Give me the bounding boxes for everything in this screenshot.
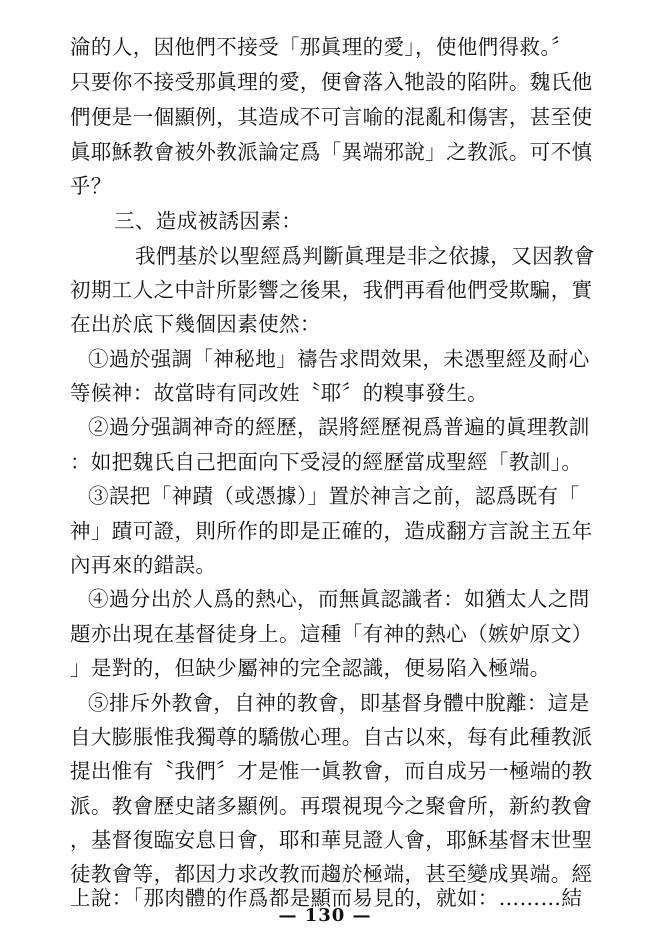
list-item-3: ③誤把「神蹟（或憑據）」置於神言之前，認爲既有「 (88, 484, 580, 508)
text-line: 初期工人之中計所影響之後果，我們再看他們受欺騙，實 (70, 278, 593, 302)
list-item-2: ②過分强調神奇的經歷，誤將經歷視爲普遍的眞理教訓 (88, 415, 590, 439)
text-line: 」是對的，但缺少屬神的完全認識，便易陷入極端。 (70, 656, 551, 680)
text-line: ，基督復臨安息日會，耶和華見證人會，耶穌基督末世聖 (70, 828, 593, 852)
text-line: 等候神：故當時有同改姓〝耶〞的糗事發生。 (70, 381, 488, 405)
text-line: 乎？ (70, 174, 112, 198)
text-line: 徒教會等，都因力求改教而趨於極端，甚至變成異端。經 (70, 862, 593, 886)
text-line: 只要你不接受那眞理的愛，便會落入牠設的陷阱。魏氏他 (70, 70, 593, 94)
list-item-1: ①過於强調「神秘地」禱告求問效果，未憑聖經及耐心 (88, 347, 590, 371)
text-line: 們便是一個顯例，其造成不可言喻的混亂和傷害，甚至使 (70, 105, 593, 129)
text-line: 淪的人，因他們不接受「那眞理的愛」，使他們得救。〞 (70, 35, 572, 59)
text-line: 內再來的錯誤。 (70, 553, 217, 577)
list-item-5: ⑤排斥外教會，自神的教會，即基督身體中脫離：這是 (88, 691, 590, 715)
list-item-4: ④過分出於人爲的熱心，而無眞認識者：如猶太人之問 (88, 587, 590, 611)
text-line: 神」蹟可證，則所作的即是正確的，造成翻方言說主五年 (70, 519, 593, 543)
text-line: 提出惟有〝我們〞才是惟一眞教會，而自成另一極端的教 (70, 759, 593, 783)
text-line: 上說：「那肉體的作爲都是顯而易見的，就如：………結 (70, 886, 583, 910)
text-line: 自大膨脹惟我獨尊的驕傲心理。自古以來，每有此種教派 (70, 725, 593, 749)
text-line: 題亦出現在基督徒身上。這種「有神的熱心（嫉妒原文） (70, 622, 593, 646)
text-line: 在出於底下幾個因素使然： (70, 312, 321, 336)
text-line: 派。教會歷史諸多顯例。再環視現今之聚會所，新約教會 (70, 794, 593, 818)
text-line: 眞耶穌教會被外教派論定爲「異端邪說」之教派。可不慎 (70, 140, 593, 164)
page-number: — 130 — (278, 905, 372, 926)
text-line: 我們基於以聖經爲判斷眞理是非之依據，又因教會 (135, 244, 595, 268)
text-line: ：如把魏氏自己把面向下受浸的經歷當成聖經「教訓」。 (70, 450, 583, 474)
section-heading: 三、造成被誘因素： (114, 209, 303, 233)
